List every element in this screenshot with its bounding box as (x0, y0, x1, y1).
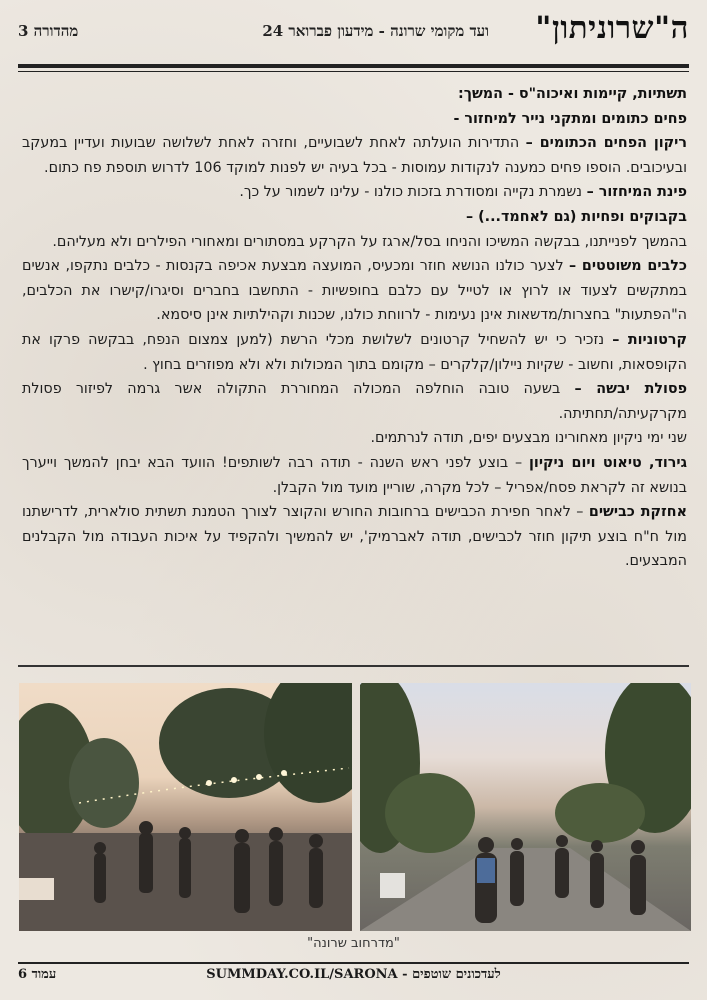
content-divider (18, 665, 689, 667)
edition-label: מהדורה 3 (18, 22, 79, 40)
section-cleaning-days (22, 426, 687, 451)
section-text: – בוצע לפני ראש השנה - תודה רבה לשותפים! הוועד הבא יבחן להמשך וייערך בנושא זה לקראת פסח/אפריל – לכל מקרה, שוריין מועד מול הקבלן. (22, 454, 687, 496)
street-fair-photo-evening (19, 683, 352, 931)
section-title: פסולת יבשה – (574, 381, 688, 398)
section-stray-dogs (22, 254, 687, 328)
article-subheading: פחים כתומים ומתקני נייר למיחזור - (453, 110, 687, 127)
section-text: נשמרת נקייה ומסודרת בזכות כולנו - עלינו לשמור על כך. (239, 184, 587, 201)
section-recycling-corner (22, 180, 687, 205)
street-fair-photo-dusk (360, 683, 691, 931)
section-orange-bins (22, 131, 687, 180)
section-text: שני ימי ניקיון מאחורינו מבצעים יפים, תודה לנרתמים. (370, 430, 687, 447)
section-text: בשעה טובה הוחלפה המכולה המחוררת התקולה אשר גרמה לפיזור פסולת מקרקעיתה/תחתיתה. (22, 381, 687, 422)
newsletter-footer (18, 966, 689, 988)
section-title: בקבוקים ופחיות (גם לאחמד...) – (466, 208, 687, 225)
section-text: נזכיר כי יש להשחיל קרטונים לשלושת מכלי הרשת (למען צמצום הנפח, בבקשה פרקו את הקופסאות, וחשוב - שקיות ניילון/קלקרים – מקומם בתוך המכולות ולא ולא מפוזרים בחוץ . (22, 331, 687, 373)
section-title: ריקון הפחים הכתומים – (525, 135, 687, 152)
section-title: כלבים משוטטים – (568, 258, 687, 275)
section-cardboard (22, 328, 687, 377)
article-body (22, 82, 687, 574)
section-title: קרטוניות – (612, 331, 687, 348)
header-subtitle: ועד מקומי שרונה - מידעון פברואר 24 (262, 22, 489, 40)
section-road-maintenance (22, 500, 687, 574)
section-dry-waste (22, 377, 687, 426)
section-text: לצער כולנו הנושא חוזר ומכעיס, המועצה מבצעת אכיפה בקנסות - כלבים נתקפו, אנשים במתקשים לצעוד או לרוץ או לטייל עם כלבם בחופשיות - התחשבו בחברים וסיגרו/קישרו את הכלבים, ה"הפתעות" בחצרות/מדשאות אינן נעימות - לרווחת כולנו, שכנות וקהילתיות אינן סיסמא. (22, 258, 687, 324)
section-scraping-sweeping (22, 451, 687, 500)
section-text: – לאחר חפירת הכבישים ברחובות החורש והקוצר לצורך הטמנת תשתית סולארית, לדרישתנו מול ח"ח בוצע תיקון חוזר לכבישים, תודה לאברמיק', יש להמשיך ולהקפיד על איכות העבודה מול הקבלנים המבצעים. (22, 504, 687, 570)
article-heading: תשתיות, קיימות ואיכוה"ס - המשך: (457, 86, 687, 102)
section-bottles-cans (22, 205, 687, 230)
section-text: בהמשך לפנייתנו, בבקשה המשיכו והניחו בסל/ארגז על הקרקע במסתורים ומאחורי הפילרים ולא מעליהם. (52, 233, 687, 250)
photo-caption: "מדרחוב שרונה" (307, 936, 400, 951)
header-divider-thin (18, 71, 689, 72)
section-text: התדירות הועלתה לאחת לשבועיים, וחזרה לאחת לשלושה שבועות ועדיין במעקב ובעיכובים. הוספו פחים כמענה לנקודות עמוסות - בכל בעיה יש לפנות למוקד 106 לדרוש תוספת פח כתום. (22, 135, 687, 176)
footer-link-text: לעדכונים שוטפים - SUMMDAY.CO.IL/SARONA (206, 967, 501, 982)
page-number: עמוד 6 (18, 967, 57, 982)
section-title: גירוד, טיאוט ויום ניקיון (529, 454, 688, 471)
section-bottles-cans-text (22, 230, 687, 255)
header-divider-thick (18, 64, 689, 68)
footer-divider (18, 962, 689, 964)
masthead-title: ה"שרוניתון" (535, 10, 689, 46)
section-title: אחזקת כבישים (588, 504, 688, 521)
section-title: פינת המיחזור – (586, 184, 687, 201)
newsletter-header (18, 12, 689, 56)
